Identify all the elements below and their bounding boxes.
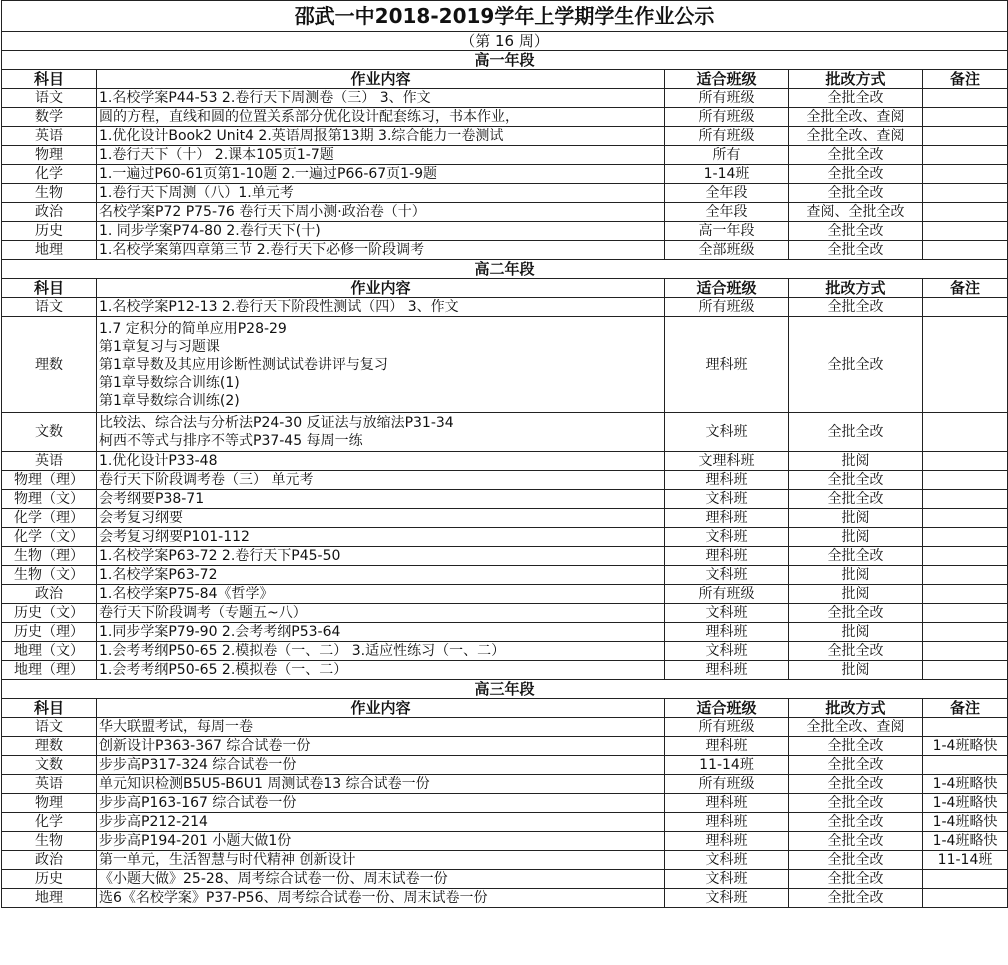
subject-cell: 政治 [2, 203, 97, 222]
note-cell [923, 165, 1008, 184]
header-content: 作业内容 [97, 699, 665, 718]
content-cell: 1.会考考纲P50-65 2.模拟卷（一、二） [97, 661, 665, 680]
grading-cell: 批阅 [789, 623, 923, 642]
table-row [2, 870, 1008, 889]
grading-cell: 全批全改 [789, 775, 923, 794]
note-cell [923, 623, 1008, 642]
note-cell [923, 490, 1008, 509]
classes-cell: 11-14班 [665, 756, 789, 775]
content-cell: 选6《名校学案》P37-P56、周考综合试卷一份、周末试卷一份 [97, 889, 665, 908]
note-cell [923, 108, 1008, 127]
classes-cell: 所有班级 [665, 585, 789, 604]
grading-cell: 全批全改 [789, 184, 923, 203]
subject-cell: 英语 [2, 452, 97, 471]
header-note: 备注 [923, 699, 1008, 718]
content-line: 第1章复习与习题课 [99, 338, 220, 355]
content-cell: 步步高P194-201 小题大做1份 [97, 832, 665, 851]
classes-cell: 全部班级 [665, 241, 789, 260]
classes-cell: 理科班 [665, 509, 789, 528]
header-content: 作业内容 [97, 70, 665, 89]
header-grading: 批改方式 [789, 279, 923, 298]
table-row [2, 756, 1008, 775]
grading-cell: 全批全改 [789, 146, 923, 165]
subject-cell: 化学（理） [2, 509, 97, 528]
note-cell [923, 471, 1008, 490]
content-cell: 1.名校学案P12-13 2.卷行天下阶段性测试（四） 3、作文 [97, 298, 665, 317]
grading-cell: 全批全改、查阅 [789, 718, 923, 737]
classes-cell: 文科班 [665, 413, 789, 452]
subject-cell: 化学（文） [2, 528, 97, 547]
subject-cell: 化学 [2, 165, 97, 184]
table-row [2, 146, 1008, 165]
content-cell: 1.一遍过P60-61页第1-10题 2.一遍过P66-67页1-9题 [97, 165, 665, 184]
content-cell: 1.名校学案P63-72 2.卷行天下P45-50 [97, 547, 665, 566]
header-subject: 科目 [2, 279, 97, 298]
note-cell: 1-4班略快 [923, 737, 1008, 756]
note-cell [923, 661, 1008, 680]
note-cell [923, 146, 1008, 165]
content-line: 柯西不等式与排序不等式P37-45 每周一练 [99, 433, 363, 449]
grading-cell: 全批全改 [789, 298, 923, 317]
subject-cell: 英语 [2, 775, 97, 794]
classes-cell: 文科班 [665, 566, 789, 585]
subject-cell: 历史 [2, 870, 97, 889]
title-row [2, 1, 1008, 32]
content-cell: 1.名校学案P63-72 [97, 566, 665, 585]
subject-cell: 物理 [2, 146, 97, 165]
note-cell [923, 642, 1008, 661]
table-row [2, 165, 1008, 184]
note-cell [923, 756, 1008, 775]
content-cell: 卷行天下阶段调考（专题五~八） [97, 604, 665, 623]
page-title: 邵武一中2018-2019学年上学期学生作业公示 [2, 1, 1008, 32]
note-cell [923, 604, 1008, 623]
grading-cell: 全批全改 [789, 737, 923, 756]
table-row [2, 528, 1008, 547]
content-cell: 1.卷行天下周测（八）1.单元考 [97, 184, 665, 203]
grading-cell: 全批全改 [789, 756, 923, 775]
table-row [2, 604, 1008, 623]
subject-cell: 生物（文） [2, 566, 97, 585]
note-cell [923, 889, 1008, 908]
table-row [2, 413, 1008, 452]
classes-cell: 理科班 [665, 813, 789, 832]
classes-cell: 所有班级 [665, 127, 789, 146]
grading-cell: 全批全改 [789, 490, 923, 509]
classes-cell: 全年段 [665, 203, 789, 222]
note-cell [923, 528, 1008, 547]
subject-cell: 地理（理） [2, 661, 97, 680]
table-row [2, 452, 1008, 471]
content-cell: 创新设计P363-367 综合试卷一份 [97, 737, 665, 756]
table-row [2, 851, 1008, 870]
table-row [2, 566, 1008, 585]
subject-cell: 历史（文） [2, 604, 97, 623]
grading-cell: 全批全改 [789, 851, 923, 870]
classes-cell: 理科班 [665, 794, 789, 813]
classes-cell: 文科班 [665, 642, 789, 661]
grading-cell: 全批全改 [789, 642, 923, 661]
table-row [2, 832, 1008, 851]
week-label: （第 16 周） [2, 32, 1008, 51]
subject-cell: 地理 [2, 889, 97, 908]
note-cell [923, 203, 1008, 222]
grade-section-title: 高二年段 [2, 260, 1008, 279]
grading-cell: 全批全改 [789, 222, 923, 241]
content-line: 比较法、综合法与分析法P24-30 反证法与放缩法P31-34 [99, 415, 454, 431]
grading-cell: 批阅 [789, 585, 923, 604]
grading-cell: 批阅 [789, 661, 923, 680]
table-row [2, 490, 1008, 509]
subject-cell: 语文 [2, 298, 97, 317]
table-row [2, 241, 1008, 260]
content-cell: 步步高P163-167 综合试卷一份 [97, 794, 665, 813]
classes-cell: 理科班 [665, 471, 789, 490]
content-cell [97, 317, 665, 413]
classes-cell: 理科班 [665, 623, 789, 642]
content-line: 1.7 定积分的简单应用P28-29 [99, 320, 287, 337]
grading-cell: 批阅 [789, 509, 923, 528]
header-note: 备注 [923, 70, 1008, 89]
content-cell: 圆的方程，直线和圆的位置关系部分优化设计配套练习，书本作业， [97, 108, 665, 127]
content-cell: 1.会考考纲P50-65 2.模拟卷（一、二） 3.适应性练习（一、二） [97, 642, 665, 661]
grading-cell: 全批全改 [789, 870, 923, 889]
content-cell: 1. 同步学案P74-80 2.卷行天下(十) [97, 222, 665, 241]
table-row [2, 661, 1008, 680]
grading-cell: 查阅、全批全改 [789, 203, 923, 222]
content-cell: 华大联盟考试，每周一卷 [97, 718, 665, 737]
grading-cell: 全批全改 [789, 471, 923, 490]
header-row [2, 699, 1008, 718]
content-cell: 第一单元，生活智慧与时代精神 创新设计 [97, 851, 665, 870]
subject-cell: 政治 [2, 851, 97, 870]
content-cell: 步步高P317-324 综合试卷一份 [97, 756, 665, 775]
content-cell: 1.优化设计Book2 Unit4 2.英语周报第13期 3.综合能力一卷测试 [97, 127, 665, 146]
subject-cell: 数学 [2, 108, 97, 127]
subject-cell: 英语 [2, 127, 97, 146]
content-cell: 会考复习纲要 [97, 509, 665, 528]
classes-cell: 文科班 [665, 490, 789, 509]
note-cell [923, 566, 1008, 585]
table-row [2, 203, 1008, 222]
header-row [2, 279, 1008, 298]
note-cell: 11-14班 [923, 851, 1008, 870]
grading-cell: 全批全改 [789, 813, 923, 832]
content-line: 第1章导数综合训练(2) [99, 392, 240, 409]
week-row [2, 32, 1008, 51]
grading-cell: 批阅 [789, 566, 923, 585]
table-row [2, 794, 1008, 813]
note-cell [923, 222, 1008, 241]
table-row [2, 298, 1008, 317]
classes-cell: 所有班级 [665, 298, 789, 317]
grading-cell: 批阅 [789, 528, 923, 547]
table-row [2, 127, 1008, 146]
header-content: 作业内容 [97, 279, 665, 298]
classes-cell: 理科班 [665, 317, 789, 413]
subject-cell: 语文 [2, 718, 97, 737]
classes-cell: 理科班 [665, 661, 789, 680]
grading-cell: 全批全改 [789, 413, 923, 452]
header-classes: 适合班级 [665, 699, 789, 718]
note-cell [923, 585, 1008, 604]
note-cell [923, 718, 1008, 737]
content-cell: 步步高P212-214 [97, 813, 665, 832]
classes-cell: 文科班 [665, 528, 789, 547]
grading-cell: 全批全改 [789, 794, 923, 813]
content-cell: 单元知识检测B5U5-B6U1 周测试卷13 综合试卷一份 [97, 775, 665, 794]
subject-cell: 历史 [2, 222, 97, 241]
grading-cell: 全批全改 [789, 547, 923, 566]
grading-cell: 全批全改 [789, 317, 923, 413]
note-cell [923, 413, 1008, 452]
grading-cell: 批阅 [789, 452, 923, 471]
note-cell [923, 452, 1008, 471]
grade-section-row [2, 260, 1008, 279]
note-cell [923, 298, 1008, 317]
classes-cell: 所有班级 [665, 108, 789, 127]
content-cell: 1.优化设计P33-48 [97, 452, 665, 471]
grading-cell: 全批全改、查阅 [789, 108, 923, 127]
table-row [2, 471, 1008, 490]
classes-cell: 理科班 [665, 737, 789, 756]
header-grading: 批改方式 [789, 70, 923, 89]
subject-cell: 理数 [2, 737, 97, 756]
classes-cell: 文科班 [665, 870, 789, 889]
content-cell: 会考复习纲要P101-112 [97, 528, 665, 547]
note-cell [923, 241, 1008, 260]
header-subject: 科目 [2, 699, 97, 718]
subject-cell: 生物（理） [2, 547, 97, 566]
grading-cell: 全批全改 [789, 241, 923, 260]
homework-sheet [1, 0, 1007, 908]
table-row [2, 718, 1008, 737]
content-cell: 会考纲要P38-71 [97, 490, 665, 509]
note-cell [923, 89, 1008, 108]
content-cell: 1.同步学案P79-90 2.会考考纲P53-64 [97, 623, 665, 642]
note-cell [923, 509, 1008, 528]
subject-cell: 地理 [2, 241, 97, 260]
note-cell [923, 870, 1008, 889]
grade-section-title: 高一年段 [2, 51, 1008, 70]
content-cell: 卷行天下阶段调考卷（三） 单元考 [97, 471, 665, 490]
content-cell: 1.卷行天下（十） 2.课本105页1-7题 [97, 146, 665, 165]
header-row [2, 70, 1008, 89]
note-cell: 1-4班略快 [923, 813, 1008, 832]
subject-cell: 语文 [2, 89, 97, 108]
content-line: 第1章导数综合训练(1) [99, 374, 240, 391]
subject-cell: 物理 [2, 794, 97, 813]
table-row [2, 547, 1008, 566]
subject-cell: 文数 [2, 413, 97, 452]
grade-section-row [2, 51, 1008, 70]
subject-cell: 生物 [2, 832, 97, 851]
note-cell [923, 127, 1008, 146]
subject-cell: 理数 [2, 317, 97, 413]
classes-cell: 理科班 [665, 832, 789, 851]
table-row [2, 585, 1008, 604]
table-row [2, 509, 1008, 528]
classes-cell: 1-14班 [665, 165, 789, 184]
note-cell: 1-4班略快 [923, 775, 1008, 794]
grading-cell: 全批全改 [789, 89, 923, 108]
content-cell: 1.名校学案P44-53 2.卷行天下周测卷（三） 3、作文 [97, 89, 665, 108]
grading-cell: 全批全改 [789, 604, 923, 623]
classes-cell: 文科班 [665, 604, 789, 623]
classes-cell: 全年段 [665, 184, 789, 203]
classes-cell: 所有班级 [665, 775, 789, 794]
classes-cell: 高一年段 [665, 222, 789, 241]
grade-section-row [2, 680, 1008, 699]
content-cell [97, 413, 665, 452]
content-cell: 1.名校学案P75-84《哲学》 [97, 585, 665, 604]
subject-cell: 地理（文） [2, 642, 97, 661]
header-grading: 批改方式 [789, 699, 923, 718]
classes-cell: 所有班级 [665, 89, 789, 108]
table-row [2, 184, 1008, 203]
table-row [2, 89, 1008, 108]
table-row [2, 108, 1008, 127]
homework-table [1, 0, 1008, 908]
classes-cell: 所有 [665, 146, 789, 165]
content-cell: 《小题大做》25-28、周考综合试卷一份、周末试卷一份 [97, 870, 665, 889]
note-cell: 1-4班略快 [923, 832, 1008, 851]
note-cell: 1-4班略快 [923, 794, 1008, 813]
grade-section-title: 高三年段 [2, 680, 1008, 699]
classes-cell: 文科班 [665, 889, 789, 908]
subject-cell: 化学 [2, 813, 97, 832]
classes-cell: 所有班级 [665, 718, 789, 737]
subject-cell: 物理（理） [2, 471, 97, 490]
note-cell [923, 184, 1008, 203]
table-row [2, 222, 1008, 241]
grading-cell: 全批全改 [789, 165, 923, 184]
subject-cell: 文数 [2, 756, 97, 775]
table-row [2, 737, 1008, 756]
subject-cell: 历史（理） [2, 623, 97, 642]
content-cell: 名校学案P72 P75-76 卷行天下周小测·政治卷（十） [97, 203, 665, 222]
classes-cell: 文理科班 [665, 452, 789, 471]
header-classes: 适合班级 [665, 70, 789, 89]
grading-cell: 全批全改 [789, 889, 923, 908]
header-subject: 科目 [2, 70, 97, 89]
subject-cell: 物理（文） [2, 490, 97, 509]
table-row [2, 623, 1008, 642]
subject-cell: 政治 [2, 585, 97, 604]
note-cell [923, 547, 1008, 566]
table-row [2, 642, 1008, 661]
table-row [2, 889, 1008, 908]
grading-cell: 全批全改 [789, 832, 923, 851]
note-cell [923, 317, 1008, 413]
subject-cell: 生物 [2, 184, 97, 203]
classes-cell: 文科班 [665, 851, 789, 870]
content-line: 第1章导数及其应用诊断性测试试卷讲评与复习 [99, 356, 388, 373]
grading-cell: 全批全改、查阅 [789, 127, 923, 146]
classes-cell: 理科班 [665, 547, 789, 566]
header-note: 备注 [923, 279, 1008, 298]
header-classes: 适合班级 [665, 279, 789, 298]
table-row [2, 317, 1008, 413]
content-cell: 1.名校学案第四章第三节 2.卷行天下必修一阶段调考 [97, 241, 665, 260]
table-row [2, 775, 1008, 794]
table-row [2, 813, 1008, 832]
